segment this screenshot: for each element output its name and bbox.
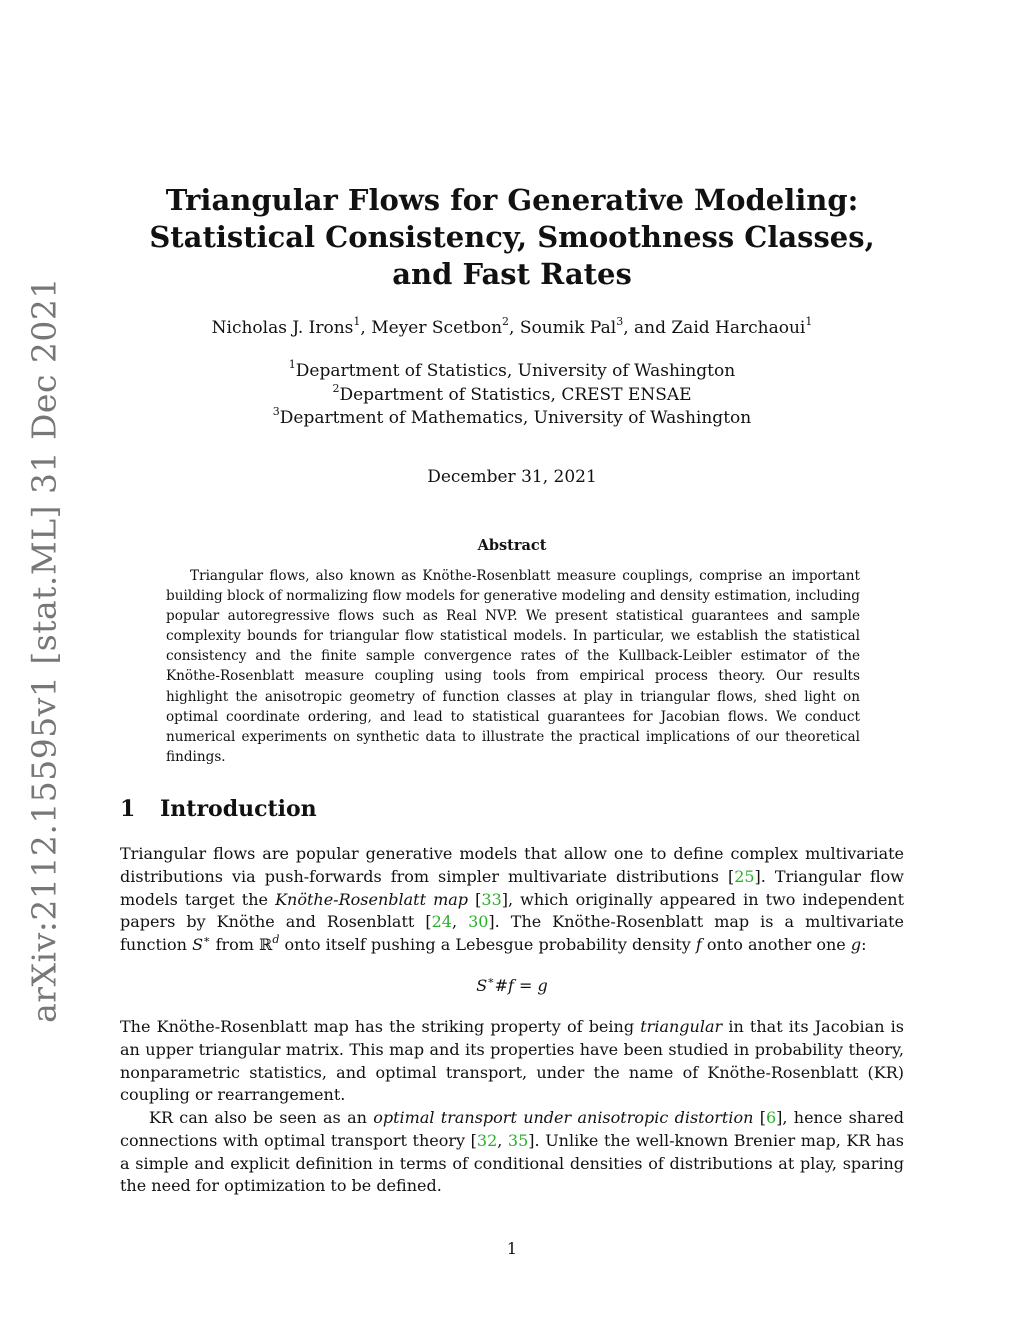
citation-link[interactable]: 33 — [481, 889, 502, 909]
citation-link[interactable]: 35 — [507, 1130, 529, 1150]
arxiv-identifier: arXiv:2112.15595v1 [stat.ML] 31 Dec 2021 — [24, 277, 64, 1023]
text-run: ]. The Knöthe-Rosenblatt map is a multivariate function — [120, 912, 904, 955]
equation-rhs: #f = g — [494, 976, 548, 995]
section-heading — [120, 796, 317, 822]
math-symbol: g — [850, 935, 862, 955]
text-run: KR can also be seen as an — [149, 1108, 374, 1127]
abstract-heading: Abstract — [477, 537, 547, 554]
citation-link[interactable]: 6 — [765, 1108, 777, 1127]
section-number: 1 — [120, 796, 136, 822]
affiliation — [0, 360, 1024, 384]
math-superscript: ∗ — [487, 973, 495, 987]
intro-paragraph — [120, 1107, 904, 1198]
math-symbol: S — [192, 935, 204, 955]
text-run: [ — [468, 889, 482, 909]
section-title: Introduction — [160, 796, 317, 822]
math-symbol: f — [695, 935, 702, 955]
paper-title — [0, 182, 1024, 293]
affiliation-number: 1 — [288, 358, 296, 372]
author-name: Zaid Harchaoui — [671, 318, 806, 338]
citation-link[interactable]: 25 — [734, 866, 755, 886]
text-run: ]. Unlike the well-known Brenier map, KR has a simple and explicit definition in terms of conditional densities of distributions at play, sparing the need for optimization to be defined. — [120, 1130, 905, 1196]
citation-link[interactable]: 24 — [431, 912, 452, 932]
text-run: , — [451, 912, 469, 932]
author-name: Soumik Pal — [519, 318, 617, 338]
text-run: in that its Jacobian is an upper triangular matrix. This map and its properties have been studied in probability theory, nonparametric statistics, and optimal transport, under the name of Knöthe-Rosenblatt (KR) coupling or rearrangement. — [120, 1017, 904, 1105]
publication-date: December 31, 2021 — [427, 467, 597, 487]
abstract-text: Triangular flows, also known as Knöthe-Rosenblatt measure couplings, comprise an important building block of normalizing flow models for generative modeling and density estimation, including popular autoregressive flows such as Real NVP. We present statistical guarantees and sample complexity bounds for triangular flow statistical models. In particular, we establish the statistical consistency and the finite sample convergence rates of the Kullback-Leibler estimator of the Knöthe-Rosenblatt measure coupling using tools from empirical process theory. Our results highlight the anisotropic geometry of function classes at play in triangular flows, shed light on optimal coordinate ordering, and lead to statistical guarantees for Jacobian flows. We conduct numerical experiments on synthetic data to illustrate the practical implications of our theoretical findings. — [166, 568, 860, 765]
math-symbol: ℝ — [259, 935, 273, 955]
affiliation — [0, 407, 1024, 431]
author-affiliation-mark: 1 — [805, 315, 813, 329]
text-run: onto itself pushing a Lebesgue probability density — [279, 935, 696, 955]
title-line: Triangular Flows for Generative Modeling: — [165, 183, 859, 217]
intro-paragraph — [120, 843, 904, 957]
affiliation-number: 2 — [332, 381, 340, 395]
author-affiliation-mark: 1 — [353, 315, 361, 329]
affiliation-number: 3 — [272, 405, 280, 419]
emphasis-text: Knöthe-Rosenblatt map — [275, 889, 469, 909]
math-superscript: ∗ — [203, 932, 211, 946]
author-affiliation-mark: 2 — [502, 315, 510, 329]
title-line: Statistical Consistency, Smoothness Classes, — [149, 220, 875, 254]
equation-lhs: S — [476, 976, 488, 995]
affiliation-text: Department of Statistics, CREST ENSAE — [339, 384, 692, 405]
text-run: The Knöthe-Rosenblatt map has the striking property of being — [120, 1017, 641, 1036]
title-line: and Fast Rates — [392, 257, 632, 291]
display-equation — [0, 973, 1024, 995]
author-affiliation-mark: 3 — [616, 315, 624, 329]
citation-link[interactable]: 30 — [468, 912, 489, 932]
text-run: ]. Triangular flow models target the — [120, 866, 904, 909]
page-number: 1 — [506, 1239, 518, 1258]
intro-paragraph — [120, 1016, 904, 1107]
citation-link[interactable]: 32 — [476, 1130, 498, 1150]
text-run: [ — [753, 1108, 766, 1127]
author-separator: , — [509, 318, 520, 338]
text-run: from — [210, 935, 260, 955]
text-run: , — [497, 1130, 508, 1150]
emphasis-text: optimal transport under anisotropic distortion — [373, 1108, 754, 1127]
text-run: ], which originally appeared in two independent papers by Knöthe and Rosenblatt [ — [120, 889, 905, 932]
text-run: onto another one — [701, 935, 851, 955]
text-run: : — [861, 935, 867, 955]
author-separator: , and — [623, 318, 672, 338]
math-superscript: d — [272, 932, 280, 946]
text-run: ], hence shared connections with optimal transport theory [ — [120, 1108, 905, 1150]
affiliation-text: Department of Mathematics, University of Washington — [279, 408, 752, 428]
affiliation — [0, 381, 1024, 408]
emphasis-text: triangular — [640, 1017, 723, 1036]
affiliation-text: Department of Statistics, University of Washington — [295, 361, 736, 381]
affiliation-list — [0, 360, 1024, 431]
author-separator: , — [360, 318, 372, 338]
author-list — [0, 315, 1024, 338]
author-name: Nicholas J. Irons — [211, 318, 354, 338]
author-name: Meyer Scetbon — [371, 318, 503, 338]
text-run: Triangular flows are popular generative models that allow one to define complex multivariate distributions via push-forwards from simpler multivariate distributions [ — [120, 844, 904, 886]
